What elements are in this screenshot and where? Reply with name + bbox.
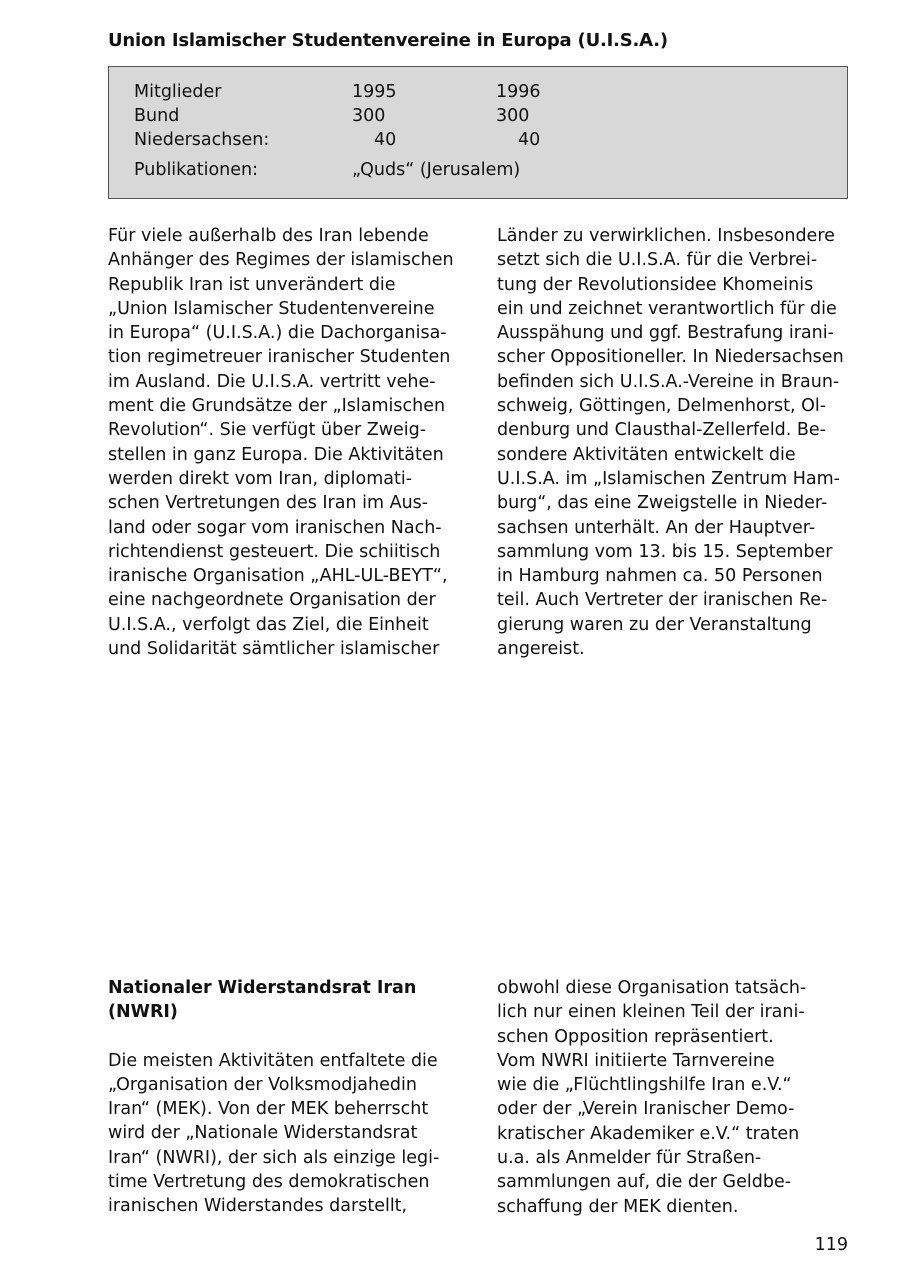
row-value-1996: 300	[496, 106, 530, 126]
text-line: obwohl diese Organisation tatsäch-	[497, 978, 807, 998]
text-line: tion regimetreuer iranischer Studenten	[108, 347, 451, 368]
text-line: schweig, Göttingen, Delmenhorst, Ol-	[497, 396, 827, 417]
text-line: wie die „Flüchtlingshilfe Iran e.V.“	[497, 1075, 792, 1096]
row-value-1996: 40	[518, 130, 541, 150]
text-line: Iran“ (NWRI), der sich als einzige legi-	[108, 1147, 440, 1168]
text-line: iranische Organisation „AHL-UL-BEYT“,	[108, 566, 448, 587]
text-line: burg“, das eine Zweigstelle in Nieder-	[497, 493, 828, 514]
text-line: Anhänger des Regimes der islamischen	[108, 250, 454, 271]
text-line: schen Vertretungen des Iran im Aus-	[108, 493, 429, 514]
text-line: U.I.S.A. im „Islamischen Zentrum Ham-	[497, 468, 840, 489]
text-line: scher Oppositioneller. In Niedersachsen	[497, 347, 844, 368]
text-line: lich nur einen kleinen Teil der irani-	[497, 1002, 805, 1023]
text-line: im Ausland. Die U.I.S.A. vertritt vehe-	[108, 371, 436, 392]
page-number: 119	[814, 1235, 848, 1255]
text-line: in Europa“ (U.I.S.A.) die Dachorganisa-	[108, 323, 447, 344]
year-1995: 1995	[352, 82, 397, 102]
text-line: schaffung der MEK dienten.	[497, 1196, 739, 1217]
publications-value: „Quds“ (Jerusalem)	[352, 160, 521, 180]
body-column-left	[108, 224, 458, 661]
row-label: Bund	[134, 106, 180, 126]
text-line: land oder sogar vom iranischen Nach-	[108, 517, 442, 538]
text-line: Für viele außerhalb des Iran lebende	[108, 226, 429, 246]
text-line: in Hamburg nahmen ca. 50 Personen	[497, 566, 823, 587]
membership-box	[108, 66, 848, 199]
text-line: time Vertretung des demokratischen	[108, 1172, 430, 1193]
text-line: Iran“ (MEK). Von der MEK beherrscht	[108, 1099, 429, 1120]
row-value-1995: 40	[374, 130, 397, 150]
text-line: sammlungen auf, die der Geldbe-	[497, 1172, 792, 1193]
section2-column-left	[108, 976, 458, 1219]
text-line: U.I.S.A., verfolgt das Ziel, die Einheit	[108, 614, 429, 635]
text-line: Ausspähung und ggf. Bestrafung irani-	[497, 323, 834, 344]
text-line: kratischer Akademiker e.V.“ traten	[497, 1123, 800, 1144]
text-line: schen Opposition repräsentiert.	[497, 1026, 774, 1047]
text-line: sondere Aktivitäten entwickelt die	[497, 444, 796, 465]
text-line: richtendienst gesteuert. Die schiitisch	[108, 541, 441, 562]
text-line: sachsen unterhält. An der Hauptver-	[497, 517, 816, 538]
text-line: Die meisten Aktivitäten entfaltete die	[108, 1050, 438, 1071]
members-label: Mitglieder	[134, 82, 222, 102]
paragraph-gap	[108, 1025, 458, 1049]
text-line: befinden sich U.I.S.A.-Vereine in Braun-	[497, 371, 840, 392]
text-line: u.a. als Anmelder für Straßen-	[497, 1148, 762, 1169]
publications-label: Publikationen:	[134, 160, 258, 180]
row-label: Niedersachsen:	[134, 130, 270, 150]
text-line: Republik Iran ist unverändert die	[108, 274, 396, 295]
body-column-right	[497, 224, 847, 661]
text-line: „Organisation der Volksmodjahedin	[108, 1074, 417, 1095]
text-line: stellen in ganz Europa. Die Aktivitäten	[108, 444, 444, 465]
section-title-nwri-abbr: (NWRI)	[108, 1002, 178, 1023]
section2-column-right	[497, 976, 847, 1219]
text-line: ment die Grundsätze der „Islamischen	[108, 396, 446, 417]
text-line: angereist.	[497, 639, 585, 660]
text-line: iranischen Widerstandes darstellt,	[108, 1196, 408, 1217]
section-title-nwri: Nationaler Widerstandsrat Iran	[108, 978, 417, 998]
text-line: Vom NWRI initiierte Tarnvereine	[497, 1050, 775, 1071]
row-value-1995: 300	[352, 106, 386, 126]
text-line: tung der Revolutionsidee Khomeinis	[497, 274, 814, 295]
text-line: Länder zu verwirklichen. Insbesondere	[497, 226, 835, 246]
text-line: Revolution“. Sie verfügt über Zweig-	[108, 420, 427, 441]
text-line: sammlung vom 13. bis 15. September	[497, 541, 833, 562]
text-line: oder der „Verein Iranischer Demo-	[497, 1099, 795, 1120]
text-line: und Solidarität sämtlicher islamischer	[108, 639, 440, 660]
text-line: wird der „Nationale Widerstandsrat	[108, 1123, 418, 1144]
text-line: ein und zeichnet verantwortlich für die	[497, 298, 837, 319]
year-1996: 1996	[496, 82, 541, 102]
text-line: „Union Islamischer Studentenvereine	[108, 298, 435, 319]
text-line: eine nachgeordnete Organisation der	[108, 590, 436, 611]
text-line: werden direkt vom Iran, diplomati-	[108, 468, 413, 489]
text-line: gierung waren zu der Veranstaltung	[497, 614, 812, 635]
section-title-uisa: Union Islamischer Studentenvereine in Europa (U.I.S.A.)	[108, 30, 668, 51]
text-line: setzt sich die U.I.S.A. für die Verbrei-	[497, 250, 818, 271]
text-line: teil. Auch Vertreter der iranischen Re-	[497, 590, 828, 611]
text-line: denburg und Clausthal-Zellerfeld. Be-	[497, 420, 826, 441]
